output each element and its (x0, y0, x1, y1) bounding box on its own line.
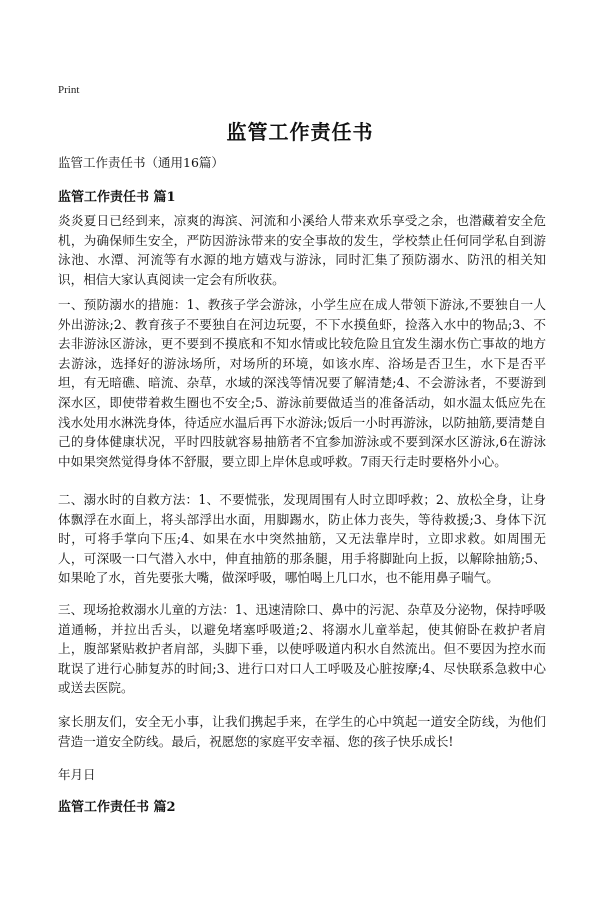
paragraph-intro: 炎炎夏日已经到来，凉爽的海滨、河流和小溪给人带来欢乐享受之余，也潜藏着安全危机，为确保师生安全，严防因游泳带来的安全事故的发生，学校禁止任何同学私自到游泳池、水潭、河流等有水源的地方嬉戏与游泳，同时汇集了预防溺水、防汛的相关知识，相信大家认真阅读一定会有所收获。 (58, 213, 546, 287)
section-heading-1: 监管工作责任书 篇1 (58, 190, 176, 205)
section-heading-2: 监管工作责任书 篇2 (58, 800, 176, 815)
page-title: 监管工作责任书 (226, 120, 374, 144)
paragraph-rescue-methods: 三、现场抢救溺水儿童的方法：1、迅速清除口、鼻中的污泥、杂草及分泌物，保持呼吸道通畅，并拉出舌头，以避免堵塞呼吸道;2、将溺水儿童举起，使其俯卧在救护者肩上，腹部紧贴救护者肩部，头脚下垂，以使呼吸道内积水自然流出。但不要因为控水而耽误了进行心肺复苏的时间;3、进行口对口人工呼吸及心脏按摩;4、尽快联系急救中心或送去医院。 (58, 602, 546, 696)
paragraph-closing: 家长朋友们，安全无小事，让我们携起手来，在学生的心中筑起一道安全防线，为他们营造一道安全防线。最后，祝愿您的家庭平安幸福、您的孩子快乐成长! (58, 714, 546, 749)
date-line: 年月日 (58, 767, 96, 782)
print-link[interactable]: Print (58, 84, 80, 96)
paragraph-prevention: 一、预防溺水的措施：1、教孩子学会游泳，小学生应在成人带领下游泳,不要独自一人外出游泳;2、教育孩子不要独自在河边玩耍，不下水摸鱼虾，捡落入水中的物品;3、不去非游泳区游泳，更不要到不摸底和不知水情或比较危险且宜发生溺水伤亡事故的地方去游泳，选择好的游泳场所，对场所的环境，如该水库、浴场是否卫生，水下是否平坦，有无暗礁、暗流、杂草，水域的深浅等情况要了解清楚;4、不会游泳者，不要游到深水区，即使带着救生圈也不安全;5、游泳前要做适当的准备活动，如水温太低应先在浅水处用水淋洗身体，待适应水温后再下水游泳;饭后一小时再游泳，以防抽筋,要清楚自己的身体健康状况，平时四肢就容易抽筋者不宜参加游泳或不要到深水区游泳,6在游泳中如果突然觉得身体不舒服，要立即上岸休息或呼救。7雨天行走时要格外小心。 (58, 297, 546, 469)
paragraph-self-rescue: 二、溺水时的自救方法：1、不要慌张，发现周围有人时立即呼救；2、放松全身，让身体飘浮在水面上，将头部浮出水面，用脚踢水，防止体力丧失，等待救援;3、身体下沉时，可将手掌向下压;4、如果在水中突然抽筋，又无法靠岸时，立即求救。如周围无人，可深吸一口气潜入水中，伸直抽筋的那条腿，用手将脚趾向上扳，以解除抽筋;5、如果呛了水，首先要张大嘴，做深呼吸，哪怕喝上几口水，也不能用鼻子喘气。 (58, 492, 546, 586)
document-subtitle: 监管工作责任书（通用16篇） (58, 155, 224, 170)
